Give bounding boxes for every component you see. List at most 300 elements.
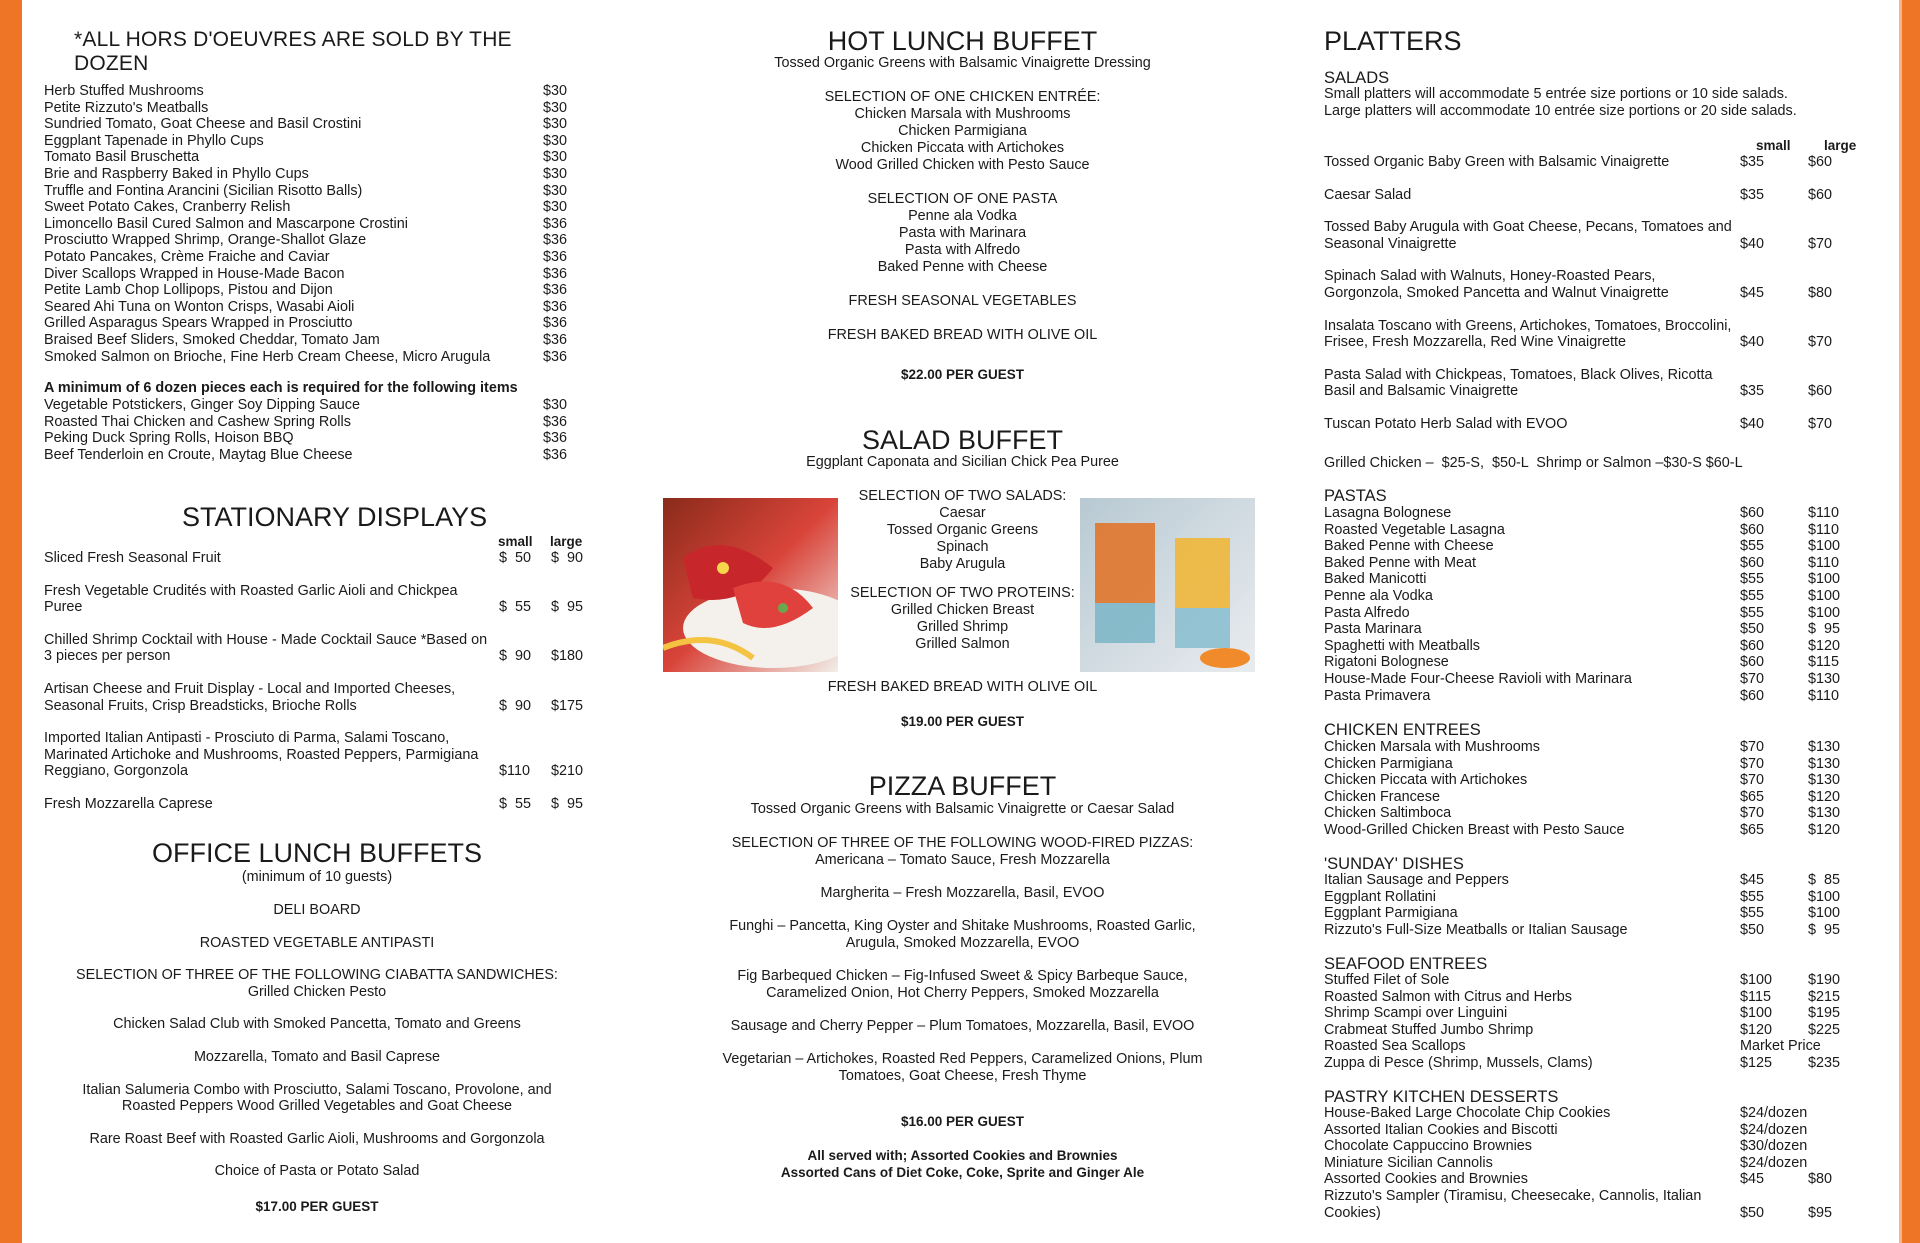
salads-title: SALADS [1324,69,1390,87]
menu-item [44,149,579,166]
item-name: Stuffed Filet of Sole [1324,972,1450,988]
platter-item [1324,1105,1864,1122]
platter-item [1324,621,1864,638]
menu-item [44,100,579,117]
platter-col-large: large [1824,138,1857,153]
item-price-small: $30/dozen [1740,1138,1808,1155]
platter-item [1324,1038,1864,1055]
platters-title: PLATTERS [1324,26,1462,56]
orange-border-right [1902,0,1920,1243]
item-name: Pasta Salad with Chickpeas, Tomatoes, Black Olives, Ricotta Basil and Balsamic Vinaigrette [1324,366,1713,400]
hot-subtitle: Tossed Organic Greens with Balsamic Vinaigrette Dressing [774,55,1151,71]
item-name: Beef Tenderloin en Croute, Maytag Blue Cheese [44,446,353,463]
item-price-large: $175 [551,697,584,714]
office-line: SELECTION OF THREE OF THE FOLLOWING CIABATTA SANDWICHES: [76,967,558,984]
platter-item [1324,671,1864,688]
platter-item [1324,739,1864,756]
item-name: Sweet Potato Cakes, Cranberry Relish [44,199,291,216]
item-price-large: $225 [1808,1021,1841,1038]
platter-addons: Grilled Chicken – $25-S, $50-L Shrimp or Salmon –$30-S $60-L [1324,455,1743,471]
platter-item [1324,1055,1864,1072]
hot-chicken-option: Wood Grilled Chicken with Pesto Sauce [835,157,1090,173]
item-price-large: $130 [1808,755,1841,772]
menu-item [44,414,579,431]
office-line: Choice of Pasta or Potato Salad [214,1163,420,1180]
menu-item [44,249,579,266]
item-name: Braised Beef Sliders, Smoked Cheddar, Tomato Jam [44,331,380,348]
platter-sunday-list [1324,872,1864,938]
salad-option: Baby Arugula [919,556,1006,572]
platter-item [1324,318,1864,351]
item-price: $36 [543,315,568,332]
item-price-small: $35 [1740,154,1765,170]
pizza-option: Arugula, Smoked Mozzarella, EVOO [845,935,1080,951]
item-price-large: $215 [1808,988,1841,1005]
item-name: Seared Ahi Tuna on Wonton Crisps, Wasabi Aioli [44,298,355,315]
item-name: Tomato Basil Bruschetta [44,149,200,166]
item-price-large: $120 [1808,788,1841,805]
platter-item [1324,905,1864,922]
minimum-note: A minimum of 6 dozen pieces each is required for the following items [44,380,518,396]
platter-seafood-list [1324,972,1864,1072]
hors-title: *ALL HORS D'OEUVRES ARE SOLD BY THE DOZEN [74,28,512,75]
item-name: Chocolate Cappuccino Brownies [1324,1138,1532,1155]
office-list [44,902,590,1180]
item-price-small: $ 90 [499,697,532,714]
item-name: Fresh Mozzarella Caprese [44,795,213,812]
pastas-title: PASTAS [1324,487,1387,505]
item-price-large: $130 [1808,670,1841,687]
platter-item [1324,268,1864,301]
item-price: $30 [543,132,568,149]
pizza-option: Margherita – Fresh Mozzarella, Basil, EVOO [820,885,1105,901]
protein-option: Grilled Salmon [915,636,1010,652]
item-price-small: $24/dozen [1740,1154,1808,1171]
item-price-small: $40 [1740,235,1765,252]
hot-pasta-option: Baked Penne with Cheese [877,259,1048,275]
item-price-small: $40 [1740,415,1765,432]
menu-item [44,166,579,183]
item-price-large: $180 [551,648,584,665]
hot-pasta-option: Pasta with Marinara [898,225,1027,241]
item-price-large: $ 95 [1808,621,1841,638]
office-line: Roasted Peppers Wood Grilled Vegetables and Goat Cheese [121,1098,513,1115]
platter-item [1324,588,1864,605]
item-price-large: $ 85 [1808,872,1841,888]
platter-item [1324,789,1864,806]
office-line: Mozzarella, Tomato and Basil Caprese [193,1048,441,1065]
item-price-small: $55 [1740,571,1765,588]
item-price: $30 [543,165,568,182]
platter-item [1324,889,1864,906]
platter-item [1324,756,1864,773]
item-price-small: $65 [1740,821,1765,838]
item-price: $36 [543,298,568,315]
item-name: Petite Lamb Chop Lollipops, Pistou and Dijon [44,282,333,299]
platter-item [1324,605,1864,622]
platter-item [1324,555,1864,572]
item-name: Baked Manicotti [1324,571,1427,588]
hors-list [44,83,579,365]
item-name: Baked Penne with Meat [1324,554,1476,571]
platter-item [1324,367,1864,400]
item-price-large: $120 [1808,637,1841,654]
platter-item [1324,538,1864,555]
item-name: Grilled Asparagus Spears Wrapped in Prosciutto [44,315,353,332]
item-price-small: $ 55 [499,599,532,616]
hot-pasta-option: Penne ala Vodka [908,208,1017,224]
pizza-subtitle: Tossed Organic Greens with Balsamic Vinaigrette or Caesar Salad [750,801,1175,817]
pizza-title: PIZZA BUFFET [868,771,1057,801]
stationary-list [44,550,589,813]
platter-item [1324,571,1864,588]
item-name: Eggplant Parmigiana [1324,905,1458,922]
item-price-large: $210 [551,763,584,780]
item-name: Artisan Cheese and Fruit Display - Local and Imported Cheeses, Seasonal Fruits, Crisp Breadsticks, Brioche Rolls [44,680,456,714]
menu-item [44,183,579,200]
menu-item [44,83,579,100]
pizza-option: Caramelized Onion, Hot Cherry Peppers, Smoked Mozzarella [766,985,1159,1001]
hot-title: HOT LUNCH BUFFET [827,26,1098,56]
item-name: Pasta Primavera [1324,687,1431,704]
platter-item [1324,1171,1864,1188]
office-line: Grilled Chicken Pesto [247,983,387,1000]
salad-subtitle: Eggplant Caponata and Sicilian Chick Pea Puree [806,454,1119,470]
item-price: $30 [543,397,568,413]
platter-item [1324,1138,1864,1155]
item-price-large: $80 [1808,1171,1833,1188]
item-name: Crabmeat Stuffed Jumbo Shrimp [1324,1021,1534,1038]
item-price-small: $45 [1740,284,1765,301]
display-item [44,550,589,567]
item-name: Eggplant Rollatini [1324,888,1436,905]
item-price-small: $35 [1740,383,1765,400]
item-price: $36 [543,282,568,299]
hors-min-list [44,397,579,463]
item-price-large: $190 [1808,972,1841,988]
hot-vegetables: FRESH SEASONAL VEGETABLES [848,293,1077,309]
office-subtitle: (minimum of 10 guests) [241,869,393,885]
item-name: Italian Sausage and Peppers [1324,872,1509,888]
hot-pasta-head: SELECTION OF ONE PASTA [867,191,1058,207]
item-name: Roasted Vegetable Lasagna [1324,521,1505,538]
hot-bread: FRESH BAKED BREAD WITH OLIVE OIL [827,327,1098,343]
stationary-col-small: small [498,534,533,549]
item-name: Eggplant Tapenade in Phyllo Cups [44,132,264,149]
pizza-option: Americana – Tomato Sauce, Fresh Mozzarella [815,852,1110,868]
item-name: Peking Duck Spring Rolls, Hoison BBQ [44,430,294,447]
menu-item [44,282,579,299]
menu-item [44,349,579,366]
item-price-small: $55 [1740,538,1765,555]
office-title: OFFICE LUNCH BUFFETS [151,838,482,868]
item-name: Vegetable Potstickers, Ginger Soy Dipping Sauce [44,397,360,413]
item-price-large: $100 [1808,571,1841,588]
menu-item [44,116,579,133]
hot-chicken-option: Chicken Marsala with Mushrooms [854,106,1071,122]
item-name: Brie and Raspberry Baked in Phyllo Cups [44,165,309,182]
stationary-col-large: large [550,534,583,549]
platter-item [1324,505,1864,522]
item-price-small: $45 [1740,1171,1765,1188]
item-name: Sliced Fresh Seasonal Fruit [44,550,221,566]
item-price-small: $115 [1740,988,1771,1005]
menu-item [44,216,579,233]
item-price: $30 [543,99,568,116]
platter-note-2: Large platters will accommodate 10 entrée size portions or 20 side salads. [1324,103,1797,119]
item-price-small: $125 [1740,1054,1773,1071]
display-item [44,681,589,714]
menu-item [44,447,579,464]
platter-item [1324,805,1864,822]
item-price: $36 [543,248,568,265]
display-item [44,583,589,616]
item-name: Assorted Italian Cookies and Biscotti [1324,1121,1558,1138]
chicken-title: CHICKEN ENTREES [1324,721,1481,739]
hot-chicken-head: SELECTION OF ONE CHICKEN ENTRÉE: [824,89,1101,105]
item-name: Rizzuto's Full-Size Meatballs or Italian Sausage [1324,921,1628,938]
item-price: $36 [543,331,568,348]
item-name: House-Baked Large Chocolate Chip Cookies [1324,1105,1611,1121]
platter-col-small: small [1756,138,1791,153]
hot-list [660,89,1265,344]
menu-item [44,299,579,316]
item-name: Chilled Shrimp Cocktail with House - Made Cocktail Sauce *Based on 3 pieces per person [44,631,488,665]
item-name: Spinach Salad with Walnuts, Honey-Roasted Pears, Gorgonzola, Smoked Pancetta and Walnut Vinaigrette [1324,268,1669,301]
item-name: Imported Italian Antipasti - Prosciuto di Parma, Salami Toscano, Marinated Artichoke and Mushrooms, Roasted Peppers, Parmigiana Reggiano, Gorgonzola [44,730,479,780]
item-name: Roasted Salmon with Citrus and Herbs [1324,988,1572,1005]
item-price-large: $110 [1808,521,1839,538]
item-price-large: $ 95 [551,599,584,616]
item-name: Truffle and Fontina Arancini (Sicilian Risotto Balls) [44,182,363,199]
item-price-small: $60 [1740,521,1765,538]
item-price-small: $50 [1740,621,1765,638]
hot-chicken-option: Chicken Parmigiana [898,123,1027,139]
item-name: Herb Stuffed Mushrooms [44,83,204,99]
platter-pastas-list [1324,505,1864,704]
item-price-large: $130 [1808,739,1841,755]
platter-item [1324,154,1864,171]
item-price-large: $110 [1808,687,1839,704]
item-price-small: $24/dozen [1740,1105,1808,1121]
stationary-col-headers [498,534,582,549]
item-name: Tossed Organic Baby Green with Balsamic Vinaigrette [1324,154,1670,170]
menu-item [44,266,579,283]
item-name: Caesar Salad [1324,186,1412,203]
item-price-small: $60 [1740,687,1765,704]
item-name: Tossed Baby Arugula with Goat Cheese, Pecans, Tomatoes and Seasonal Vinaigrette [1324,219,1732,252]
pizza-price: $16.00 PER GUEST [900,1114,1025,1129]
platter-dessert-list [1324,1105,1864,1221]
dessert-title: PASTRY KITCHEN DESSERTS [1324,1088,1559,1106]
protein-option: Grilled Chicken Breast [890,602,1035,618]
hot-chicken-option: Chicken Piccata with Artichokes [860,140,1065,156]
item-price-small: $100 [1740,972,1773,988]
item-name: Chicken Saltimboca [1324,805,1452,822]
office-line: ROASTED VEGETABLE ANTIPASTI [199,934,435,951]
item-price-small: $24/dozen [1740,1121,1808,1138]
item-price-large: $130 [1808,805,1841,822]
item-price-small: $70 [1740,670,1765,687]
platter-chicken-list [1324,739,1864,839]
protein-option: Grilled Shrimp [916,619,1009,635]
display-item [44,796,589,813]
item-price-large: $110 [1808,505,1839,521]
item-price-small: $55 [1740,888,1765,905]
platter-item [1324,822,1864,839]
item-price-large: $60 [1808,154,1833,170]
item-name: Baked Penne with Cheese [1324,538,1494,555]
platter-item [1324,989,1864,1006]
item-name: Shrimp Scampi over Linguini [1324,1005,1508,1022]
item-name: Tuscan Potato Herb Salad with EVOO [1324,415,1568,432]
item-price-small: $70 [1740,805,1765,822]
item-price: $36 [543,430,568,447]
pizza-option: Funghi – Pancetta, King Oyster and Shitake Mushrooms, Roasted Garlic, [729,918,1196,934]
menu-item [44,397,579,414]
menu-item [44,133,579,150]
menu-item [44,332,579,349]
display-item [44,730,589,780]
item-price-large: $100 [1808,538,1841,555]
item-price-large: $ 90 [551,550,584,566]
item-name: Potato Pancakes, Crème Fraiche and Caviar [44,248,330,265]
item-name: Limoncello Basil Cured Salmon and Mascarpone Crostini [44,215,408,232]
platter-item [1324,219,1864,252]
seafood-title: SEAFOOD ENTREES [1324,955,1488,973]
salad-title: SALAD BUFFET [861,425,1064,455]
item-name: Fresh Vegetable Crudités with Roasted Garlic Aioli and Chickpea Puree [44,582,458,616]
item-name: Assorted Cookies and Brownies [1324,1171,1528,1188]
item-price-large: $60 [1808,383,1833,400]
item-name: Pasta Alfredo [1324,604,1410,621]
item-price: $36 [543,413,568,430]
item-name: Spaghetti with Meatballs [1324,637,1480,654]
menu-item [44,232,579,249]
item-price: $30 [543,182,568,199]
platter-item [1324,1122,1864,1139]
item-price-large: $100 [1808,888,1841,905]
item-name: Insalata Toscano with Greens, Artichokes, Tomatoes, Broccolini, Frisee, Fresh Mozzarella, Red Wine Vinaigrette [1324,317,1732,351]
item-name: Zuppa di Pesce (Shrimp, Mussels, Clams) [1324,1054,1593,1071]
served-with-line1: All served with; Assorted Cookies and Brownies [807,1148,1118,1163]
salad-list [840,488,1085,653]
platter-item [1324,1155,1864,1172]
item-price-large: $235 [1808,1054,1841,1071]
item-price-small: $35 [1740,186,1765,203]
item-name: Chicken Piccata with Artichokes [1324,772,1528,789]
item-name: House-Made Four-Cheese Ravioli with Marinara [1324,670,1632,687]
platter-salads-list [1324,154,1864,433]
item-price-large: $60 [1808,186,1833,203]
platter-item [1324,638,1864,655]
salad-option: Tossed Organic Greens [886,522,1039,538]
item-price-small: $70 [1740,739,1765,755]
platter-item [1324,1022,1864,1039]
platter-item [1324,416,1864,433]
item-name: Pasta Marinara [1324,621,1422,638]
item-price-large: $100 [1808,587,1841,604]
item-price: $36 [543,348,568,365]
item-price-small: $60 [1740,505,1765,521]
office-price: $17.00 PER GUEST [255,1199,379,1214]
pizza-selection-head: SELECTION OF THREE OF THE FOLLOWING WOOD-FIRED PIZZAS: [731,835,1194,851]
display-item [44,632,589,665]
item-price-small: $120 [1740,1021,1773,1038]
item-price-small: $45 [1740,872,1765,888]
pizza-list [660,852,1265,1085]
item-name: Petite Rizzuto's Meatballs [44,99,209,116]
salad-bread: FRESH BAKED BREAD WITH OLIVE OIL [827,679,1098,695]
item-name: Miniature Sicilian Cannolis [1324,1154,1493,1171]
item-price-large: $195 [1808,1005,1841,1022]
item-price: $30 [543,83,568,99]
item-price-large: $95 [1808,1204,1833,1221]
item-price: $36 [543,446,568,463]
item-price-large: $70 [1808,415,1833,432]
item-price: $30 [543,149,568,166]
item-name: Smoked Salmon on Brioche, Fine Herb Cream Cheese, Micro Arugula [44,348,491,365]
pizza-option: Tomatoes, Goat Cheese, Fresh Thyme [838,1068,1087,1084]
item-name: Diver Scallops Wrapped in House-Made Bacon [44,265,345,282]
item-price: $36 [543,265,568,282]
item-price-small: $60 [1740,554,1765,571]
item-price-small: $100 [1740,1005,1773,1022]
item-name: Prosciutto Wrapped Shrimp, Orange-Shallot Glaze [44,232,367,249]
item-price: $36 [543,215,568,232]
item-price-small: $110 [499,763,530,780]
tuna-photo [663,498,838,672]
item-price: $36 [543,232,568,249]
item-price-large: $ 95 [551,795,584,812]
item-market-price: Market Price [1740,1038,1821,1055]
item-price-large: $80 [1808,284,1833,301]
item-price-small: $50 [1740,1204,1765,1221]
salad-option: Caesar [939,505,986,521]
item-name: Penne ala Vodka [1324,587,1433,604]
item-name: Sundried Tomato, Goat Cheese and Basil Crostini [44,116,362,133]
item-price-small: $60 [1740,637,1765,654]
office-line: Italian Salumeria Combo with Prosciutto, Salami Toscano, Provolone, and [82,1081,552,1098]
pizza-option: Vegetarian – Artichokes, Roasted Red Peppers, Caramelized Onions, Plum [722,1051,1203,1067]
salad-price: $19.00 PER GUEST [900,714,1025,729]
item-name: Wood-Grilled Chicken Breast with Pesto Sauce [1324,821,1625,838]
pizza-option: Fig Barbequed Chicken – Fig-Infused Sweet & Spicy Barbeque Sauce, [737,968,1188,984]
platter-item [1324,922,1864,939]
item-price-small: $ 50 [499,550,532,566]
item-price-large: $70 [1808,235,1833,252]
item-price-large: $130 [1808,772,1841,789]
protein-selection-head: SELECTION OF TWO PROTEINS: [850,585,1075,601]
item-price-small: $ 90 [499,648,532,665]
menu-item [44,315,579,332]
item-price-large: $110 [1808,554,1839,571]
item-price: $30 [543,116,568,133]
item-price-small: $55 [1740,905,1765,922]
item-name: Lasagna Bolognese [1324,505,1452,521]
office-line: Chicken Salad Club with Smoked Pancetta, Tomato and Greens [113,1016,521,1033]
office-line: Rare Roast Beef with Roasted Garlic Aioli, Mushrooms and Gorgonzola [89,1130,545,1147]
item-name: Chicken Parmigiana [1324,755,1453,772]
item-price-small: $55 [1740,604,1765,621]
served-with-line2: Assorted Cans of Diet Coke, Coke, Sprite and Ginger Ale [780,1165,1145,1180]
platter-item [1324,1005,1864,1022]
platter-item [1324,522,1864,539]
sunday-title: 'SUNDAY' DISHES [1324,855,1464,873]
hot-pasta-option: Pasta with Alfredo [904,242,1021,258]
item-price-large: $115 [1808,654,1839,671]
platter-item [1324,654,1864,671]
